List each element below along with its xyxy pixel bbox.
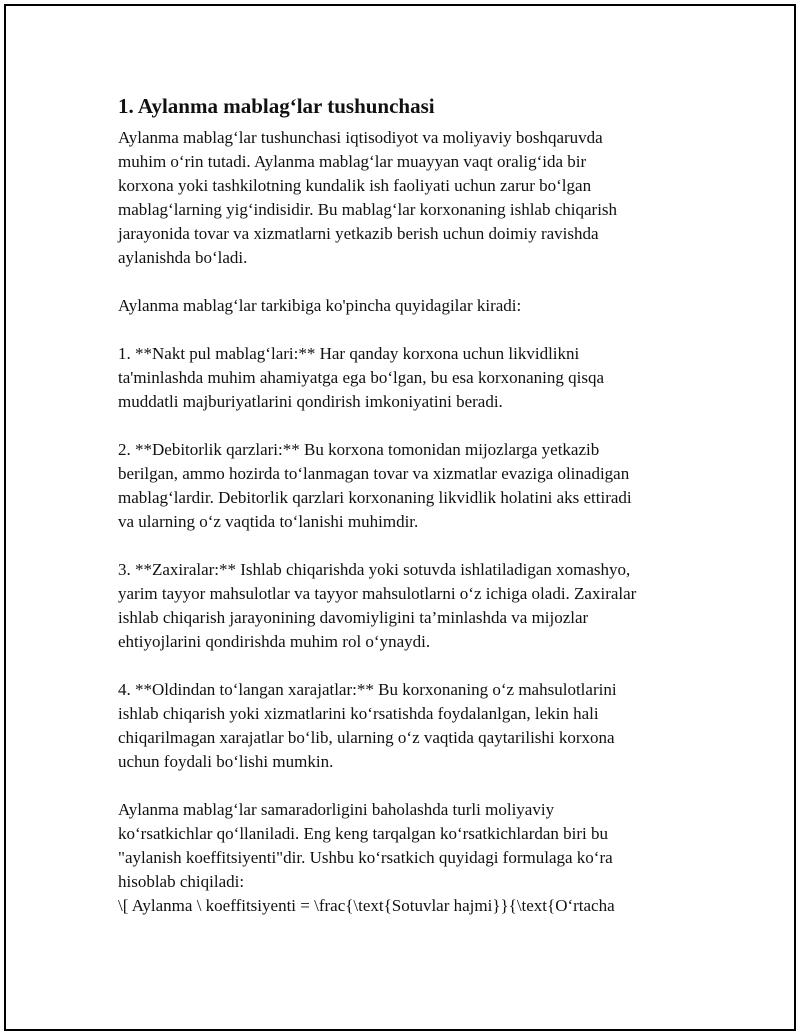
text-line: aylanishda bo‘ladi.: [118, 248, 248, 267]
paragraph-spacer: [118, 318, 688, 342]
text-line: Aylanma mablag‘lar samaradorligini baholashda turli moliyaviy: [118, 800, 555, 819]
list-item-receivables: [118, 438, 688, 534]
text-line: Aylanma mablag‘lar tushunchasi iqtisodiyot va moliyaviy boshqaruvda: [118, 128, 603, 147]
efficiency-paragraph: [118, 798, 688, 918]
text-line: hisoblab chiqiladi:: [118, 872, 245, 891]
text-line: 2. **Debitorlik qarzlari:** Bu korxona tomonidan mijozlarga yetkazib: [118, 440, 600, 459]
paragraph-spacer: [118, 654, 688, 678]
text-line: mablag‘lardir. Debitorlik qarzlari korxonaning likvidlik holatini aks ettiradi: [118, 488, 632, 507]
text-line: 4. **Oldindan to‘langan xarajatlar:** Bu korxonaning o‘z mahsulotlarini: [118, 680, 617, 699]
text-line: ehtiyojlarini qondirishda muhim rol o‘ynaydi.: [118, 632, 431, 651]
paragraph-spacer: [118, 270, 688, 294]
text-line: uchun foydali bo‘lishi mumkin.: [118, 752, 334, 771]
paragraph-spacer: [118, 534, 688, 558]
paragraph-spacer: [118, 414, 688, 438]
text-line: 1. **Nakt pul mablag‘lari:** Har qanday korxona uchun likvidlikni: [118, 344, 580, 363]
section-heading: 1. Aylanma mablag‘lar tushunchasi: [118, 94, 435, 118]
text-line: "aylanish koeffitsiyenti"dir. Ushbu ko‘rsatkich quyidagi formulaga ko‘ra: [118, 848, 613, 867]
text-line: yarim tayyor mahsulotlar va tayyor mahsulotlarni o‘z ichiga oladi. Zaxiralar: [118, 584, 637, 603]
text-line: ta'minlashda muhim ahamiyatga ega bo‘lgan, bu esa korxonaning qisqa: [118, 368, 605, 387]
text-line: Aylanma mablag‘lar tarkibiga ko'pincha quyidagilar kiradi:: [118, 296, 522, 315]
formula-line: \[ Aylanma \ koeffitsiyenti = \frac{\text{Sotuvlar hajmi}}{\text{O‘rtacha: [118, 896, 615, 915]
list-item-inventory: [118, 558, 688, 654]
text-line: chiqarilmagan xarajatlar bo‘lib, ularning o‘z vaqtida qaytarilishi korxona: [118, 728, 615, 747]
list-item-prepaid: [118, 678, 688, 774]
text-line: ko‘rsatkichlar qo‘llaniladi. Eng keng tarqalgan ko‘rsatkichlardan biri bu: [118, 824, 609, 843]
text-line: mablag‘larning yig‘indisidir. Bu mablag‘lar korxonaning ishlab chiqarish: [118, 200, 618, 219]
text-line: jarayonida tovar va xizmatlarni yetkazib berish uchun doimiy ravishda: [118, 224, 599, 243]
list-item-cash: [118, 342, 688, 414]
paragraph-spacer: [118, 774, 688, 798]
intro-paragraph: [118, 126, 688, 270]
text-line: va ularning o‘z vaqtida to‘lanishi muhimdir.: [118, 512, 419, 531]
text-line: ishlab chiqarish jarayonining davomiyligini ta’minlashda va mijozlar: [118, 608, 589, 627]
text-line: muddatli majburiyatlarini qondirish imkoniyatini beradi.: [118, 392, 503, 411]
text-line: korxona yoki tashkilotning kundalik ish faoliyati uchun zarur bo‘lgan: [118, 176, 592, 195]
list-intro-paragraph: [118, 294, 688, 318]
text-line: 3. **Zaxiralar:** Ishlab chiqarishda yoki sotuvda ishlatiladigan xomashyo,: [118, 560, 631, 579]
text-line: ishlab chiqarish yoki xizmatlarini ko‘rsatishda foydalanlgan, lekin hali: [118, 704, 599, 723]
document-body: [118, 92, 688, 918]
text-line: berilgan, ammo hozirda to‘lanmagan tovar va xizmatlar evaziga olinadigan: [118, 464, 630, 483]
text-line: muhim o‘rin tutadi. Aylanma mablag‘lar muayyan vaqt oralig‘ida bir: [118, 152, 587, 171]
